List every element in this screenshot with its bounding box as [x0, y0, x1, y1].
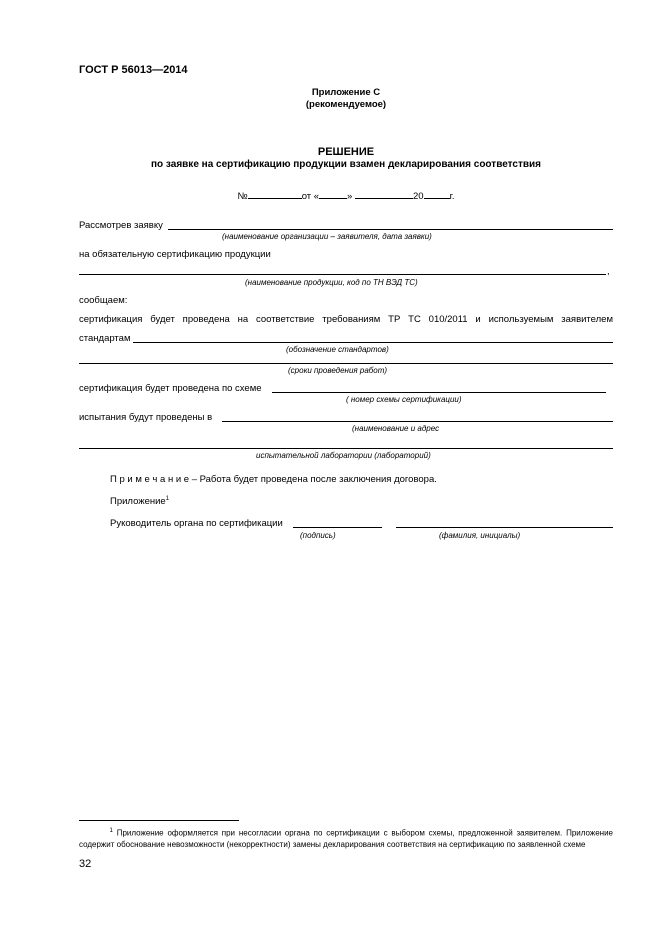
document-title: РЕШЕНИЕ	[317, 146, 375, 158]
from-label: от «	[301, 191, 320, 202]
footnote	[79, 826, 613, 850]
day-field[interactable]	[319, 189, 347, 199]
lab-caption: испытательной лаборатории (лабораторий)	[256, 451, 431, 460]
certification-sentence: сертификация будет проведена на соответствие требованиям ТР ТС 010/2011 и используемым заявителем	[79, 314, 613, 325]
scheme-label: сертификация будет проведена по схеме	[79, 383, 262, 394]
note-label: П р и м е ч а н и е	[110, 474, 190, 485]
attachment-label: Приложение	[110, 496, 166, 508]
signature-caption: (подпись)	[300, 531, 336, 540]
standards-label: стандартам	[79, 333, 131, 344]
mandatory-label: на обязательную сертификацию продукции	[79, 249, 271, 260]
product-field[interactable]	[79, 274, 606, 275]
document-subtitle: по заявке на сертификацию продукции взамен декларирования соответствия	[151, 159, 541, 170]
product-caption: (наименование продукции, код по ТН ВЭД ТС)	[245, 278, 418, 287]
standards-field[interactable]	[133, 342, 613, 343]
name-caption: (фамилия, инициалы)	[439, 531, 521, 540]
terms-caption: (сроки проведения работ)	[288, 366, 388, 375]
month-field[interactable]	[355, 189, 413, 199]
signature-label: Руководитель органа по сертификации	[110, 518, 283, 529]
footnote-number: 1	[109, 828, 113, 834]
note-text: Работа будет проведена после заключения договора.	[199, 474, 437, 485]
attachment-footnote-ref: 1	[165, 496, 170, 502]
product-comma: ,	[607, 266, 610, 277]
number-date-line	[79, 189, 613, 202]
number-label: №	[237, 191, 248, 202]
standards-caption: (обозначение стандартов)	[286, 345, 389, 354]
tests-label: испытания будут проведены в	[79, 412, 213, 423]
number-field[interactable]	[248, 189, 302, 199]
reviewed-caption: (наименование организации – заявителя, дата заявки)	[222, 232, 432, 241]
attachment	[110, 496, 169, 507]
year-suffix: г.	[449, 191, 455, 202]
standard-code: ГОСТ Р 56013—2014	[79, 64, 188, 76]
signature-field[interactable]	[293, 527, 382, 528]
reviewed-field[interactable]	[168, 229, 613, 230]
appendix-title: Приложение С	[311, 87, 381, 98]
year-field[interactable]	[424, 189, 450, 199]
footnote-text: Приложение оформляется при несогласии органа по сертификации с выбором схемы, предложенной заявителем. Приложение содержит обоснование невозможности (некорректности) замены декларирования соответствия на сертификацию по заявленной схеме	[79, 828, 614, 849]
lab-field[interactable]	[79, 448, 613, 449]
terms-field[interactable]	[79, 363, 613, 364]
tests-caption: (наименование и адрес	[352, 424, 440, 433]
name-field[interactable]	[396, 527, 613, 528]
quote-close: »	[347, 191, 353, 202]
inform-label: сообщаем:	[79, 295, 128, 306]
reviewed-label: Рассмотрев заявку	[79, 220, 163, 231]
footnote-rule	[79, 820, 239, 821]
page-number: 32	[79, 858, 92, 870]
note	[110, 474, 437, 485]
appendix-status: (рекомендуемое)	[305, 99, 387, 110]
year-prefix: 20	[412, 191, 424, 202]
note-dash: –	[189, 474, 200, 485]
tests-field[interactable]	[222, 421, 613, 422]
scheme-field[interactable]	[272, 392, 606, 393]
scheme-caption: ( номер схемы сертификации)	[346, 395, 462, 404]
